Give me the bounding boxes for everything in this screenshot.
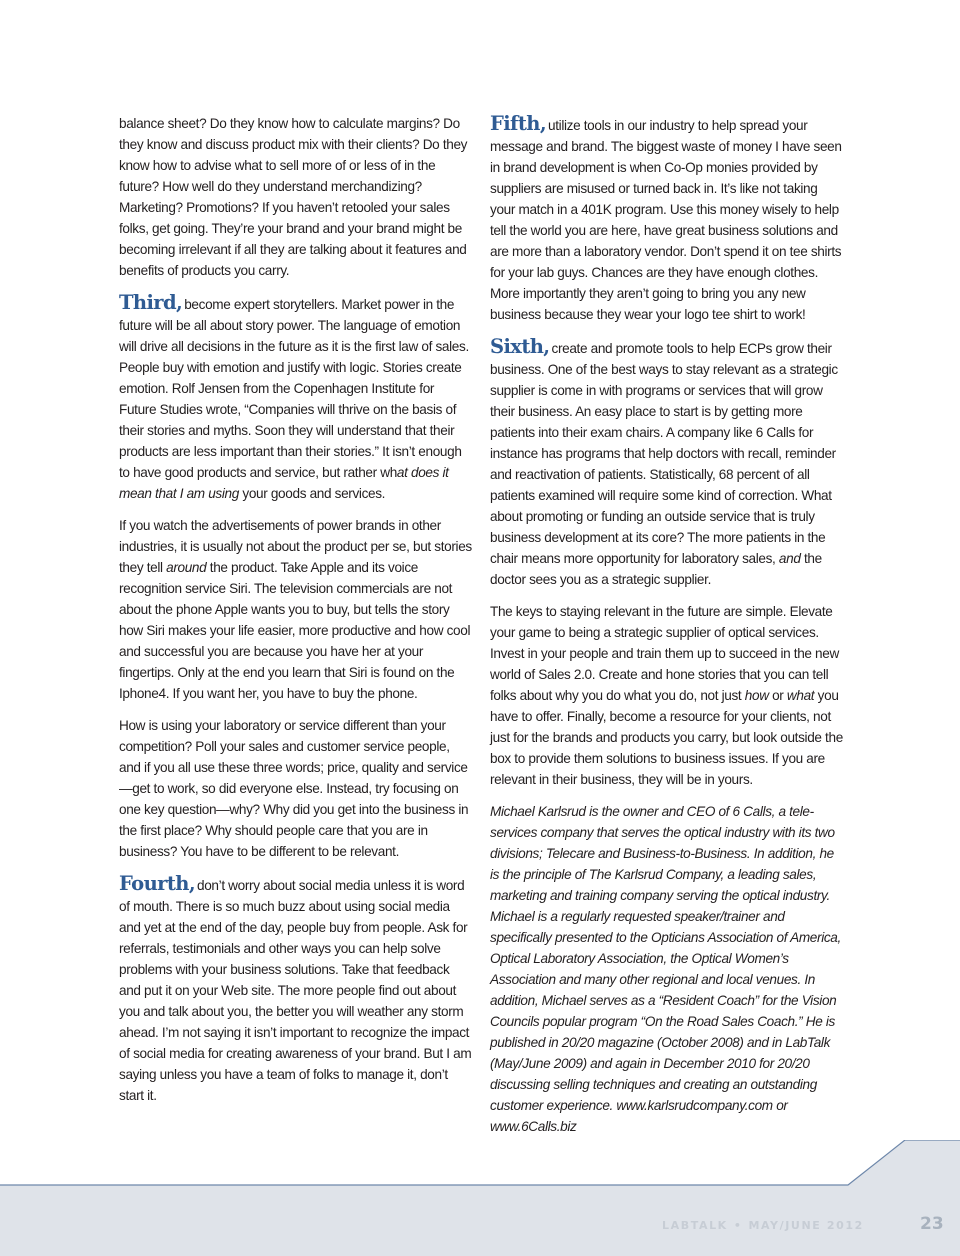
keys-italic-how: how (744, 688, 769, 703)
left-column (119, 113, 473, 1106)
right-column (490, 113, 844, 1137)
footer-issue: MAY/JUNE 2012 (748, 1219, 864, 1232)
paragraph-balance-sheet: balance sheet? Do they know how to calculate margins? Do they know and discuss product mix with their clients? Do they know how to advise what to sell more of or less of in the future? How well do they understand merchandizing? Marketing? Promotions? If you haven’t retooled your sales folks, get going. They’re your brand and your brand might be becoming irrelevant if all they are talking about it features and benefits of products you carry. (119, 116, 468, 278)
fifth-lead: Fifth, (490, 112, 547, 135)
third-lead: Third, (119, 291, 183, 314)
paragraph-keys (490, 601, 844, 790)
footer-publication-name: LABTALK (662, 1219, 728, 1232)
footer-band-line (0, 1140, 960, 1185)
power-brands-text-end: the product. Take Apple and its voice recognition service Siri. The television commercials are not about the phone Apple wants you to buy, but tells the story how Siri makes your life easier, more productive and how cool and successful you are because you have her at your fingertips. Only at the end you learn that Siri is found on the Iphone4. If you want her, you have to buy the phone. (119, 560, 471, 701)
footer-separator: • (733, 1219, 743, 1232)
third-text-end: your goods and services. (238, 486, 386, 501)
section-fourth (119, 873, 473, 1106)
third-italic: at does it mean that I am using (119, 465, 449, 501)
fifth-text: utilize tools in our industry to help spread your message and brand. The biggest waste of money I have seen in brand development is when Co-Op monies provided by suppliers are misused or turned back in. It’s like not taking your match in a 401K program. Use this money wisely to help tell the world you are here, have great business solutions and are more than a laboratory vendor. Don’t spend it on tee shirts for your lab guys. Chances are they have enough clothes. More importantly they aren’t going to bring you any new business because they wear your logo tee shirt to work! (490, 118, 842, 322)
paragraph-competition: How is using your laboratory or service different than your competition? Poll your sales and customer service people, and if you all use these three words; price, quality and service—get to work, so did everyone else. Instead, try focusing on one key question—why? Why did you get into the business in the first place? Why should people care that you are in business? You have to be different to be relevant. (119, 718, 469, 859)
section-third (119, 292, 473, 504)
fourth-lead: Fourth, (119, 872, 196, 895)
sixth-italic: and (778, 551, 801, 566)
power-brands-italic: around (166, 560, 207, 575)
section-sixth (490, 336, 844, 590)
paragraph-power-brands (119, 515, 473, 704)
keys-text-end: you have to offer. Finally, become a resource for your clients, not just for the brands and products you carry, but look outside the box to provide them solutions to business issues. If you are relevant in their business, they will be in yours. (490, 688, 843, 787)
sixth-lead: Sixth, (490, 335, 550, 358)
page-number: 23 (920, 1214, 944, 1234)
footer-publication (662, 1219, 864, 1232)
fourth-text: don’t worry about social media unless it is word of mouth. There is so much buzz about using social media and yet at the end of the day, people buy from people. Ask for referrals, testimonials and other ways you can help solve problems with your business solutions. Take that feedback and put it on your Web site. The more people find out about you and talk about you, the better you will weather any storm ahead. I’m not saying it isn’t important to recognize the impact of social media for creating awareness of your brand. But I am saying unless you have a team of folks to manage it, don’t start it. (119, 878, 472, 1103)
sixth-text: create and promote tools to help ECPs grow their business. One of the best ways to stay relevant as a strategic supplier is come in with programs or services that will grow their business. An easy place to start is by getting more patients into their exam chairs. A company like 6 Calls for instance has programs that help doctors with recall, reminder and reactivation of patients. Statistically, 68 percent of all patients examined will require some kind of correction. What about promoting or funding an outside service that is truly business development at its core? The more patients in the chair means more opportunity for laboratory sales, (490, 341, 838, 566)
keys-text: The keys to staying relevant in the future are simple. Elevate your game to being a strategic supplier of optical services. Invest in your people and train them up to succeed in the new world of Sales 2.0. Create and hone stories that you can tell folks about why you do what you do, not just (490, 604, 839, 703)
section-fifth (490, 113, 844, 325)
author-bio: Michael Karlsrud is the owner and CEO of 6 Calls, a tele-services company that serves the optical industry with its two divisions; Telecare and Business-to-Business. In addition, he is the principle of The Karlsrud Company, a leading sales, marketing and training company serving the optical industry. Michael is a regularly requested speaker/trainer and specifically presented to the Opticians Association of America, Optical Laboratory Association, the Optical Women’s Association and many other regional and local venues. In addition, Michael serves as a “Resident Coach” for the Vision Councils popular program “On the Road Sales Coach.” He is published in 20/20 magazine (October 2008) and in LabTalk (May/June 2009) and again in December 2010 for 20/20 discussing selling techniques and creating an outstanding customer experience. www.karlsrudcompany.com or www.6Calls.biz (490, 804, 841, 1134)
keys-italic-what: what (786, 688, 815, 703)
sixth-text-end: the doctor sees you as a strategic supplier. (490, 551, 822, 587)
footer-band (0, 1140, 960, 1256)
third-text: become expert storytellers. Market power in the future will be all about story power. The language of emotion will drive all decisions in the future as it is the first law of sales. People buy with emotion and justify with logic. Stories create emotion. Rolf Jensen from the Copenhagen Institute for Future Studies wrote, “Companies will thrive on the basis of their stories and myths. Soon they will understand that their products are less important than their stories.” It isn’t enough to have good products and service, but rather wh (119, 297, 469, 480)
power-brands-text: If you watch the advertisements of power brands in other industries, it is usually not about the product per se, but stories they tell (119, 518, 472, 575)
keys-text-or: or (768, 688, 787, 703)
footer-band-shape (0, 1140, 960, 1256)
